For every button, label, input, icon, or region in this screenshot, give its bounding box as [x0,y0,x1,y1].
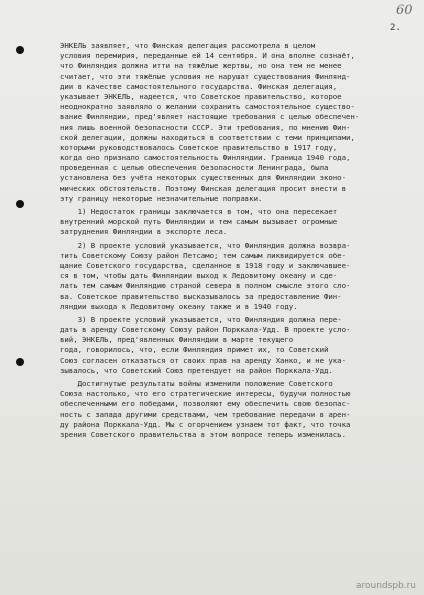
text-line: условия перемирия, переданные ей 14 сентября. И она вполне сознаёт, [60,51,355,61]
text-line: Достигнутые результаты войны изменили положение Советского [60,379,333,388]
text-line: эту границу некоторые незначительные поправки. [60,193,263,203]
page-number: 2. [390,23,401,33]
text-line: Союза настолько, что его стратегические интересы, будучи полностью [60,389,351,399]
paragraph [60,379,422,440]
text-line: вий, ЭНКЕЛЬ, пред'явленных Финляндии в марте текущего [60,335,294,345]
text-line: которыми руководствовалось Советское правительство в 1917 году, [60,142,338,152]
paragraph [60,41,422,204]
text-line: считает, что эти тяжёлые условия не нарушат существования Финлянд- [60,71,351,81]
text-line: зывалось, что Советский Союз претендует на район Порккала-Удд. [60,365,333,375]
text-line: указывает ЭНКЕЛЬ, надеется, что Советское правительство, которое [60,91,342,101]
text-line: ность с запада другими средствами, чем требование передачи в арен- [60,409,351,419]
punch-hole [16,358,24,366]
text-line: обеспеченными его победами, позволяют ему обеспечить свою безопас- [60,399,351,409]
document-body [60,41,422,440]
handwritten-folio-number: 60 [396,3,413,18]
text-line: ния лишь военной безопасности СССР. Эти требования, по мнению Фин- [60,122,351,132]
text-line: внутренний морской путь Финляндии и тем самым вызывает огромные [60,217,338,227]
text-line: зрения Советского правительства в этом вопросе теперь изменилась. [60,429,346,439]
text-line: года, говорилось, что, если Финляндия примет их, то Советский [60,345,329,355]
text-line: тить Советскому Союзу район Петсамо; тем самым ликвидируется обе- [60,250,346,260]
text-line: что Финляндия должна итти на тяжёлые жертвы, но она тем не менее [60,61,342,71]
text-line: дать в аренду Советскому Союзу район Порккала-Удд. В проекте усло- [60,325,351,335]
punch-hole [16,46,24,54]
text-line: 2) В проекте условий указывается, что Финляндия должна возвра- [60,240,351,250]
punch-hole [16,200,24,208]
text-line: дии в качестве самостоятельного государства. Финская делегация, [60,81,338,91]
text-line: 1) Недостаток границы заключается в том, что она пересекает [60,207,338,216]
text-line: вание Финляндии, пред'являет настоящие требования с целью обеспечен- [60,112,360,122]
text-line: ской делегации, должны находиться в соответствии с теми принципами, [60,132,355,142]
text-line: лать тем самым Финляндию страной севера в полном смысле этого сло- [60,281,351,291]
text-line: ду района Порккала-Удд. Мы с огорчением узнаем тот факт, что точка [60,419,351,429]
watermark: aroundspb.ru [355,581,416,591]
text-line: ся в том, чтобы дать Финляндии выход к Ледовитому океану и сде- [60,271,338,281]
text-line: мических обстоятельств. Поэтому Финская делегация просит внести в [60,183,346,193]
paragraph [60,207,422,238]
text-line: ва. Советское правительство высказывалось за предоставление Фин- [60,291,342,301]
text-line: затруднения Финляндии в экспорте леса. [60,227,228,237]
text-line: щание Советского государства, сделанное в 1918 году и заключавшее- [60,260,351,270]
text-line: когда оно признало самостоятельность Финляндии. Граница 1940 года, [60,153,351,163]
text-line: проведенная с целью обеспечения безопасности Ленинграда, была [60,163,329,173]
text-line: ЭНКЕЛЬ заявляет, что Финская делегация рассмотрела в целом [60,41,316,50]
paragraph [60,241,422,312]
text-line: установлена без учёта некоторых существенных для Финляндии эконо- [60,173,346,183]
text-line: ляндии выхода к Ледовитому океану также и в 1940 году. [60,301,298,311]
text-line: неоднократно заявляло о желании сохранить самостоятельное существо- [60,102,355,112]
text-line: 3) В проекте условий указывается, что Финляндия должна пере- [60,314,342,324]
paragraph [60,315,422,376]
text-line: Союз согласен отказаться от своих прав на аренду Ханко, и не ука- [60,355,346,365]
